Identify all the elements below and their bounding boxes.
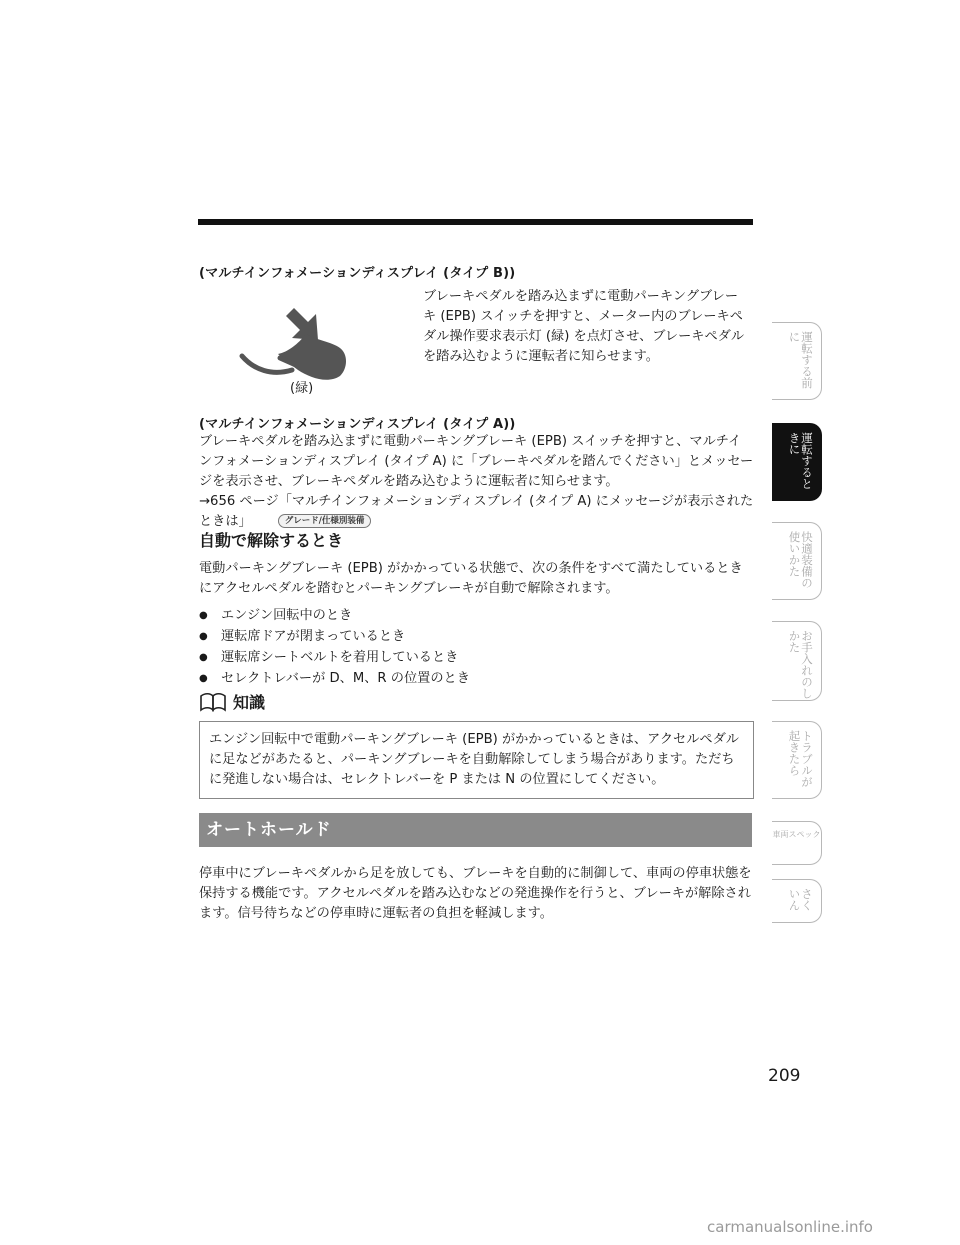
- section-multi-info-b: [199, 262, 754, 281]
- knowledge-title: 知識: [233, 693, 266, 712]
- page-reference-link[interactable]: →656 ページ「マルチインフォメーションディスプレイ (タイプ A) にメッセージが表示されたときは」: [199, 494, 754, 529]
- side-tab-comfort-features[interactable]: 快適装備の使いかた: [772, 522, 822, 600]
- section-title: (マルチインフォメーションディスプレイ (タイプ A)): [199, 417, 516, 432]
- illustration-caption: (緑): [290, 381, 314, 396]
- side-tab-specs[interactable]: 車両スペック: [772, 821, 822, 865]
- conditions-list: [199, 605, 754, 689]
- page-number: 209: [768, 1066, 801, 1086]
- watermark: carmanualsonline.info: [707, 1218, 873, 1236]
- knowledge-heading: [199, 690, 754, 713]
- section-auto-release: [199, 528, 754, 689]
- side-tab-maintenance[interactable]: お手入れのしかた: [772, 621, 822, 701]
- side-tab-before-driving[interactable]: 運転する前に: [772, 322, 822, 400]
- side-tab-while-driving[interactable]: 運転するときに: [772, 423, 822, 501]
- list-item: ● エンジン回転中のとき: [199, 605, 754, 626]
- book-icon: [199, 692, 227, 712]
- section-heading-auto-hold: オートホールド: [199, 813, 752, 847]
- list-item: ● 運転席シートベルトを着用しているとき: [199, 647, 754, 668]
- section-intro: 電動パーキングブレーキ (EPB) がかかっている状態で、次の条件をすべて満たしているときにアクセルペダルを踏むとパーキングブレーキが自動で解除されます。: [199, 561, 743, 596]
- knowledge-body: エンジン回転中で電動パーキングブレーキ (EPB) がかかっているときは、アクセルペダルに足などがあたると、パーキングブレーキを自動解除してしまう場合があります。ただちに発進しない場合は、セレクトレバーを P または N の位置にしてください。: [199, 721, 754, 799]
- section-body: 停車中にブレーキペダルから足を放しても、ブレーキを自動的に制御して、車両の停車状態を保持する機能です。アクセルペダルを踏み込むなどの発進操作を行うと、ブレーキが解除されます。信号待ちなどの停車時に運転者の負担を軽減します。: [199, 866, 752, 921]
- list-item: ● セレクトレバーが D、M、R の位置のとき: [199, 668, 754, 689]
- reference-paragraph: [199, 492, 754, 532]
- side-tab-index[interactable]: さくいん: [772, 879, 822, 923]
- top-rule: [198, 219, 753, 225]
- side-tab-troubleshooting[interactable]: トラブルが起きたら: [772, 721, 822, 799]
- knowledge-note: [199, 690, 754, 799]
- grade-badge: グレード/仕様別装備: [278, 514, 372, 528]
- section-heading: 自動で解除するとき: [199, 531, 344, 550]
- section-body: ブレーキペダルを踏み込まずに電動パーキングブレーキ (EPB) スイッチを押すと、メーター内のブレーキペダル操作要求表示灯 (緑) を点灯させ、ブレーキペダルを踏み込むように運転者に知らせます。: [423, 289, 745, 364]
- section-title: (マルチインフォメーションディスプレイ (タイプ B)): [199, 266, 516, 281]
- section-multi-info-a: [199, 413, 754, 532]
- list-item: ● 運転席ドアが閉まっているとき: [199, 626, 754, 647]
- section-body: ブレーキペダルを踏み込まずに電動パーキングブレーキ (EPB) スイッチを押すと、マルチインフォメーションディスプレイ (タイプ A) に「ブレーキペダルを踏んでください」とメッセージを表示させ、ブレーキペダルを踏み込むように運転者に知らせます。: [199, 434, 754, 489]
- section-auto-hold: [199, 864, 754, 924]
